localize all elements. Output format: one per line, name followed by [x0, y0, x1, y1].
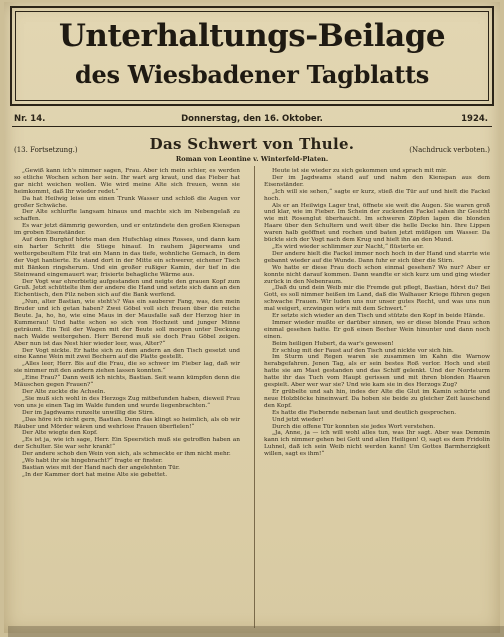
paragraph: Er schlug mit der Faust auf den Tisch und nickte vor sich hin.: [272, 347, 454, 354]
continuation-note: (13. Fortsetzung.): [14, 146, 78, 154]
paragraph: Der Alte schlurfte langsam hinaus und machte sich im Nebengelaß zu schaffen.: [14, 209, 240, 223]
paragraph: Er grübelte und sah hin, indes der Alte die Glut im Kamin schürte und neue Holzblöcke hineinwarf. Da hoben sie beide zu gleicher Zeit lauschend den Kopf.: [264, 389, 490, 409]
paragraph: Es hatte die Fiebernde nebenan laut und deutlich gesprochen.: [272, 409, 457, 416]
paragraph: Der Vogt nickte. Er hatte sich zu dem andern an den Tisch gesetzt und eine Kanne Wein mit zwei Bechern auf die Platte gestellt.: [14, 347, 240, 361]
masthead-subtitle: des Wiesbadener Tagblatts: [75, 60, 429, 89]
issue-year: 1924.: [461, 114, 488, 124]
paragraph: „Wo habt ihr sie hingebracht?“ fragte er finster.: [22, 458, 163, 465]
paragraph: Er setzte sich wieder an den Tisch und stützte den Kopf in beide Hände.: [272, 313, 485, 320]
paragraph: Auf dem Burghof hörte man den Hufschlag eines Rosses, und dann kam ein harter Schritt die Stiege hinauf. In rauhem Jägerwams und wettergebeultem Filz trat ein Mann in das tiefe, wohnliche Gemach, in dem der Vogt hantierte. Es stand dort in der Mitte ein schwerer, eichener Tisch mit Bänken ringsherum. Und ein großer rußiger Kamin, der tief in die Steinwand eingemauert war, frisierte behagliche Wärme aus.: [14, 237, 240, 278]
paragraph: Und jetzt wieder!: [272, 416, 324, 423]
paragraph: „Das höre ich nicht gern, Bastian. Denn das klingt so heimlich, als ob wir Räuber und Mörder wären und wehrlose Frauen überfielen!“: [14, 416, 240, 430]
text-column-left: [14, 168, 240, 479]
paragraph: „Gewiß kann ich's nimmer sagen, Frau. Aber ich mein schier, es werden so etliche Wochen schon her sein. Ihr wart arg kraut, und das Fieber hat gar nicht weichen wollen. Wie wird meine Alte sich freuen, wenn sie heimkommt, daß Ihr wieder redet.“: [14, 168, 240, 195]
paragraph: Es war jetzt dämmrig geworden, und er entzündete den großen Kienspan im groben Eisenständer.: [14, 223, 240, 237]
paragraph: Der Alte wiegte den Kopf.: [22, 430, 98, 437]
paragraph: Der im Jagdwams stand auf und nahm den Kienspan aus dem Eisenständer.: [264, 174, 490, 188]
paragraph: Da hat Heilwig leise um einen Trunk Wasser und schloß die Augen vor großer Schwäche.: [14, 195, 240, 209]
masthead: [10, 6, 494, 106]
paragraph: „Alles leer, Herr. Bis auf die Frau, die so schwer im Fieber lag, daß wir sie nimmer mit den andern ziehen lassen konnten.“: [14, 361, 240, 375]
paragraph: „Ja, Anne, ja — ich will wohl alles tun, was Ihr sagt. Aber was Demmin kann ich nimmer gehen bei Gott und allen Heiligen! O, sagt es dem Fridolin Luhnel, daß ich sein Weib nicht werden kann! Um Gottes Barmherzigkeit willen, sagt es ihm!“: [264, 430, 490, 458]
paragraph: Wo hatte er diese Frau doch schon einmal gesehen? Wo nur? Aber er konnte nicht darauf kommen. Dann wandte er sich kurz um und ging wieder zurück in den Nebenraum.: [264, 264, 490, 285]
issue-info-bar: [12, 112, 492, 127]
paragraph: Der andere schob den Wein von sich, als schmeckte er ihm nicht mehr.: [22, 451, 231, 458]
paragraph: „Sie muß sich wohl in des Herzogs Zug mitbefunden haben, dieweil Frau von uns je einen Tag im Walde funden und wurde liegenbrachten.“: [14, 395, 240, 409]
paragraph: Als er an Heilwigs Lager trat, öffnete sie weit die Augen. Sie waren groß und klar, wie im Fieber. Im Schein der zuckenden Fackel sahen ihr Gesicht wie mit Rosenglut überhaucht. Im schweren Zöpfen lagen die blonden Haare über den Schultern und weit über die helle Decke hin. Ihre Lippen waren halb geöffnet und rochen und baten jetzt müßigen um Wasser. Da bückte sich der Vogt nach dem Krug und hielt ihn an den Mund.: [264, 202, 490, 244]
paragraph: Der im Jagdwams runzelte unwillig die Stirn.: [22, 409, 155, 416]
paragraph: Der Alte zuckte die Achseln.: [22, 389, 106, 395]
paragraph: Immer wieder mußte er darüber sinnen, wo er diese blonde Frau schon einmal gesehen hatte. Er goß einen Becher Wein hinunter und dann noch einen.: [264, 319, 490, 340]
paragraph: „Ich will sie sehen,“ sagte er kurz, stieß die Tür auf und hielt die Fackel hoch.: [264, 188, 490, 202]
paragraph: „Eine Frau?“ Dann weiß ich nichts, Bastian. Seit wann kümpfen denn die Mäuschen gegen Frauen?“: [14, 375, 240, 389]
newspaper-page: [4, 2, 500, 633]
paragraph: Der andere hielt die Fackel immer noch hoch in der Hand und starrte wie gebannt wieder auf die Wunde. Dann fuhr er sich über die Stirn.: [264, 250, 490, 264]
masthead-title: Unterhaltungs-Beilage: [58, 18, 446, 54]
paragraph: Im Sturm und Regen waren sie zusammen im Kahn die Warnow herabgefahren. Jenen Tag, als er sein bestes Roß verlor. Hoch und steil hatte sie am Mast gestanden und das Schiff gelenkt. Und der Nordsturm hatte ihr das Tuch vom Haupt gerissen und mit ihren blonden Haaren gespielt. Aber wer war sie? Und wie kam sie in des Herzogs Zug?: [264, 354, 490, 389]
paragraph: Durch die offene Tür konnten sie jedes Wort verstehen.: [272, 423, 436, 430]
page-shadow: [8, 626, 504, 637]
paragraph: Bastian wies mit der Hand nach der angelehnten Tür.: [22, 464, 180, 471]
issue-date: Donnerstag, den 16. Oktober.: [181, 114, 323, 124]
paragraph: „Es wird wieder schlimmer zur Nacht,“ flüsterte er.: [272, 243, 424, 250]
paragraph: Der Vogt war ehrerbietig aufgestanden und neigte den grauen Kopf zum Gruß. Jetzt schüttelte ihm der andere die Hand und setzte sich dann an den Eichentisch, den Filz neben sich auf die Bank werfend.: [14, 278, 240, 299]
reprint-note: (Nachdruck verboten.): [409, 146, 490, 154]
issue-number: Nr. 14.: [14, 114, 46, 124]
paragraph: Heute ist sie wieder zu sich gekommen und sprach mit mir.: [272, 168, 447, 174]
text-column-right: [264, 168, 490, 458]
story-author: Roman von Leontine v. Winterfeld-Platen.: [175, 155, 329, 163]
paragraph: „In der Kammer dort hat meine Alte sie gebettet.: [22, 471, 168, 478]
paragraph: „Daß du und dein Weib mir die Fremde gut pflegt, Bastian, hörst du? Bei Gott, es soll nimmer heißen im Land, daß die Walhauer Kriege führen gegen schwache Frauen. Wir luden uns nur unser gutes Recht, und was uns nun mal weigert, erzwingen wir's mit dem Schwert.“: [264, 285, 490, 313]
paragraph: „Nun, alter Bastian, wie steht's? Was ein sauberer Fang, was, den mein Bruder und ich getan haben? Zwei Göbel voll sich freuen über die reiche Beute. Ja, ho, ho, wie eine Maus in der Mausfalle saß der Herzog hier in Kummerau! Und hatte schon so sich von Hochzeit und junger Minne geträumt. Ein Teil der Wagen mit der Beute soll morgen unter Deckung nach Walde weitergehen. Herr Berend muß sie doch Frau Göbel zeigen. Aber nun ist das Nest hier wieder leer, was, Alter?“: [14, 299, 240, 347]
paragraph: „Es ist ja, wie ich sage, Herr. Ein Speerstich muß sie getroffen haben an der Schulter. Sie war sehr krank!“: [14, 437, 240, 451]
story-title: Das Schwert von Thule.: [149, 135, 355, 153]
paragraph: Beim heiligen Hubert, da war's gewesen!: [272, 340, 394, 347]
column-divider: [254, 166, 255, 628]
